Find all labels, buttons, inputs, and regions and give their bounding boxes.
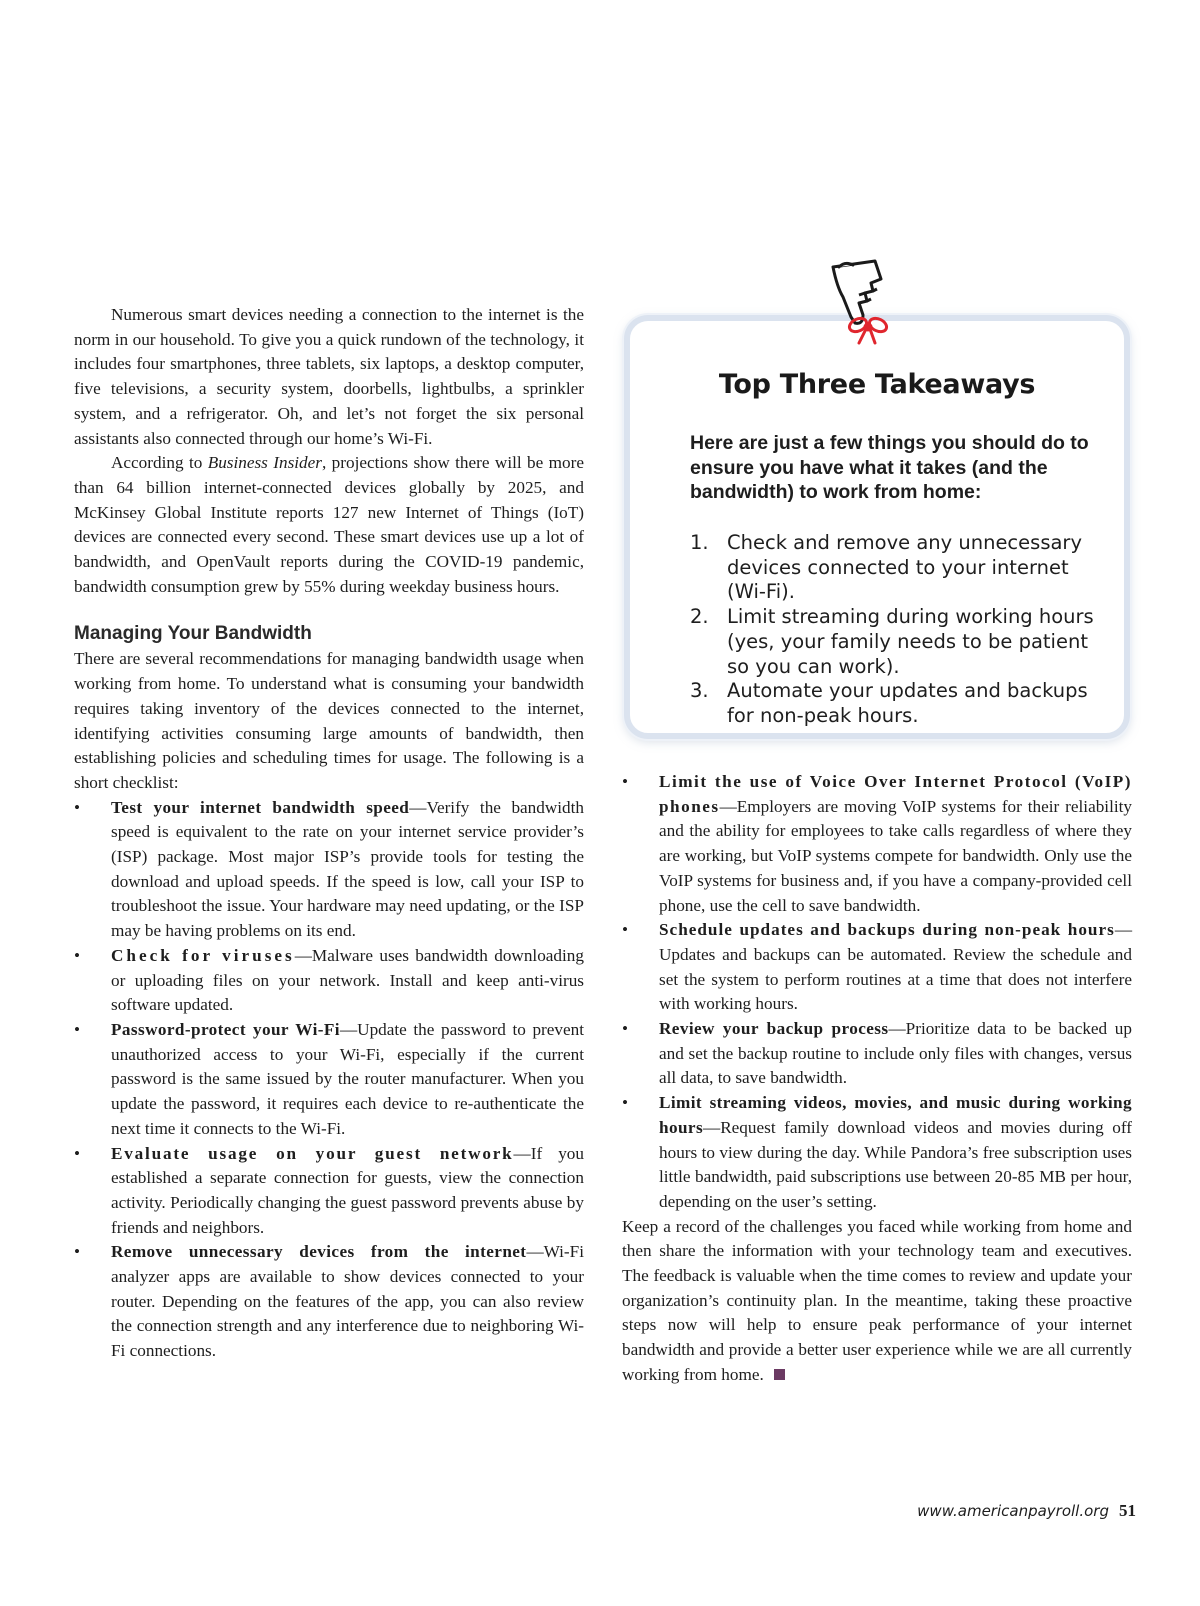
bullet-glyph: •	[622, 772, 629, 791]
list-item	[74, 1018, 584, 1142]
bullet-lead: Test your internet bandwidth speed	[111, 797, 410, 817]
bullet-lead: Limit the use of Voice Over Internet Protocol (VoIP) phones	[659, 772, 1132, 816]
footer-url: www.americanpayroll.org	[917, 1502, 1109, 1520]
source-business-insider: Business Insider	[207, 453, 322, 473]
bullet-glyph: •	[74, 1242, 81, 1262]
takeaways-box	[624, 315, 1130, 739]
section-heading-managing-bandwidth: Managing Your Bandwidth	[74, 623, 312, 645]
item-text: Limit streaming during working hours (yes, your family needs to be patient so you can work).	[727, 605, 1094, 678]
list-item	[690, 605, 1110, 679]
list-item	[690, 531, 1110, 605]
section-intro: There are several recommendations for managing bandwidth usage when working from home. To understand what is consuming your bandwidth requires taking inventory of the devices connected to the internet, identifying activities consuming large amounts of bandwidth, then establishing policies and scheduling times for usage. The following is a short checklist:	[74, 649, 584, 792]
left-column	[74, 303, 584, 1364]
bullet-text: —Verify the bandwidth speed is equivalent to the rate on your internet service provider’s (ISP) package. Most major ISP’s provide tools for testing the download and upload speeds. If the speed is low, call your ISP to troubleshoot the issue. Your hardware may need updating, or the ISP may be having problems on its end.	[111, 797, 584, 941]
para2-before: According to	[111, 453, 208, 473]
takeaways-list	[690, 531, 1110, 729]
takeaways-intro: Here are just a few things you should do to ensure you have what it takes (and the bandwidth) to work from home:	[690, 432, 1089, 504]
paragraph-device-projections	[74, 451, 584, 599]
bullet-text: —Request family download videos and movies during off hours to view during the day. While Pandora’s free subscription uses little bandwidth, paid subscriptions use between 20-85 MB per hour, depending on the user’s setting.	[659, 1117, 1132, 1211]
list-item	[74, 1142, 584, 1241]
page-number: 51	[1119, 1501, 1136, 1520]
takeaways-title: Top Three Takeaways	[718, 369, 1036, 400]
bullet-glyph: •	[74, 797, 81, 817]
list-item	[622, 770, 1132, 918]
bullet-lead: Password-protect your Wi-Fi	[111, 1019, 340, 1039]
bullet-lead: Review your backup process	[659, 1019, 889, 1039]
list-item	[74, 1240, 584, 1364]
bullet-glyph: •	[622, 1019, 629, 1039]
list-item	[622, 1091, 1132, 1215]
bullet-text: —Wi-Fi analyzer apps are available to show devices connected to your router. Depending on the features of the app, you can also review the connection strength and any interference due to neighboring Wi-Fi connections.	[111, 1242, 584, 1361]
bullet-text: —Malware uses bandwidth downloading or uploading files on your network. Install and keep anti-virus software updated.	[111, 945, 584, 1015]
right-checklist	[622, 770, 1132, 1215]
list-item	[622, 918, 1132, 1017]
bullet-text: —Employers are moving VoIP systems for their reliability and the ability for employees to take calls regardless of where they are working, but VoIP systems compete for bandwidth. Only use the VoIP systems for business and, if you have a company-provided cell phone, use the cell to save bandwidth.	[659, 796, 1132, 915]
bullet-text: —Update the password to prevent unauthorized access to your Wi-Fi, especially if the current password is the same issued by the router manufacturer. When you update the password, it requires each device to re-authenticate the next time it connects to the Wi-Fi.	[111, 1019, 585, 1138]
bullet-text: —Updates and backups can be automated. Review the schedule and set the system to perform routines at a time that does not interfere with working hours.	[659, 920, 1132, 1014]
bullet-glyph: •	[622, 1093, 629, 1113]
bullet-glyph: •	[622, 920, 629, 940]
bullet-lead: Check for viruses	[111, 945, 295, 965]
para2-after: , projections show there will be more than 64 billion internet-connected devices globally by 2025, and McKinsey Global Institute reports 127 new Internet of Things (IoT) devices are connected every second. These smart devices use up a lot of bandwidth, and OpenVault reports during the COVID-19 pandemic, bandwidth consumption grew by 55% during weekday business hours.	[74, 453, 584, 596]
item-number: 1.	[690, 531, 709, 554]
list-item	[690, 679, 1110, 728]
closing-paragraph	[622, 1215, 1132, 1388]
closing-text: Keep a record of the challenges you faced while working from home and then share the information with your technology team and executives. The feedback is valuable when the time comes to review and update your organization’s continuity plan. In the meantime, taking these proactive steps now will help to ensure peak performance of your internet bandwidth and provide a better user experience while we are all currently working from home.	[622, 1216, 1132, 1384]
right-column	[622, 770, 1132, 1388]
item-number: 2.	[690, 605, 709, 629]
bullet-glyph: •	[74, 1019, 81, 1039]
list-item	[74, 944, 584, 1018]
list-item	[622, 1017, 1132, 1091]
left-checklist	[74, 796, 584, 1364]
bullet-text: —Prioritize data to be backed up and set the backup routine to include only files with changes, versus all data, to save bandwidth.	[659, 1019, 1132, 1088]
bullet-lead: Limit streaming videos, movies, and music during working hours	[659, 1093, 1132, 1137]
list-item	[74, 796, 584, 944]
paragraph-household-devices: Numerous smart devices needing a connection to the internet is the norm in our household. To give you a quick rundown of the technology, it includes four smartphones, three tablets, six laptops, a desktop computer, five televisions, a security system, doorbells, lightbulbs, a sprinkler system, and a refrigerator. Oh, and let’s not forget the six personal assistants also connected through our home’s Wi-Fi.	[74, 305, 584, 448]
item-text: Check and remove any unnecessary devices connected to your internet (Wi-Fi).	[727, 531, 1082, 604]
pointing-hand-icon	[825, 257, 915, 347]
bullet-glyph: •	[74, 945, 81, 965]
page-footer	[917, 1501, 1136, 1521]
bullet-glyph: •	[74, 1143, 81, 1163]
item-text: Automate your updates and backups for non-peak hours.	[727, 679, 1088, 727]
end-of-article-square-icon	[774, 1369, 785, 1380]
bullet-text: —If you established a separate connection for guests, view the connection activity. Periodically changing the guest password prevents abuse by friends and neighbors.	[111, 1143, 584, 1237]
item-number: 3.	[690, 679, 709, 703]
bullet-lead: Remove unnecessary devices from the internet	[111, 1242, 527, 1262]
bullet-lead: Schedule updates and backups during non-peak hours	[659, 920, 1115, 940]
bullet-lead: Evaluate usage on your guest network	[111, 1143, 514, 1163]
ribbon-bow-icon	[847, 316, 888, 343]
